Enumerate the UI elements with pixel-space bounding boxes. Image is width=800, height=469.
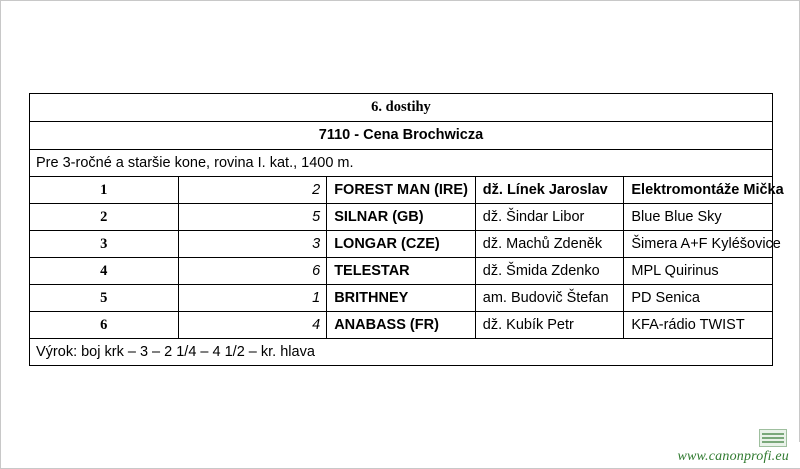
result-jockey: dž. Šmida Zdenko: [475, 258, 624, 285]
footer-bar: [1, 442, 800, 468]
watermark-url: www.canonprofi.eu: [677, 449, 789, 464]
result-place: 6: [30, 312, 179, 339]
result-number: 2: [178, 177, 327, 204]
table-body: [30, 94, 784, 366]
result-place: 1: [30, 177, 179, 204]
result-horse: BRITHNEY: [327, 285, 476, 312]
result-owner: Blue Blue Sky: [624, 204, 773, 231]
result-number: 4: [178, 312, 327, 339]
result-jockey: am. Budovič Štefan: [475, 285, 624, 312]
result-place: 3: [30, 231, 179, 258]
result-place: 4: [30, 258, 179, 285]
result-owner: Šimera A+F Kyléšovice: [624, 231, 773, 258]
table-row: [30, 204, 773, 231]
race-name: 7110 - Cena Brochwicza: [30, 122, 773, 150]
race-row: [30, 122, 773, 150]
result-jockey: dž. Kubík Petr: [475, 312, 624, 339]
result-place: 5: [30, 285, 179, 312]
document-title: 6. dostihy: [30, 94, 773, 122]
result-owner: MPL Quirinus: [624, 258, 773, 285]
result-number: 5: [178, 204, 327, 231]
table-row: [30, 285, 773, 312]
table-row: [30, 312, 773, 339]
result-jockey: dž. Línek Jaroslav: [475, 177, 624, 204]
conditions-row: [30, 150, 773, 177]
table-row: [30, 231, 773, 258]
result-number: 3: [178, 231, 327, 258]
race-verdict: Výrok: boj krk – 3 – 2 1/4 – 4 1/2 – kr. hlava: [30, 339, 773, 366]
result-jockey: dž. Machů Zdeněk: [475, 231, 624, 258]
table-row: [30, 258, 773, 285]
result-owner: Elektromontáže Mička: [624, 177, 773, 204]
result-jockey: dž. Šindar Libor: [475, 204, 624, 231]
result-number: 1: [178, 285, 327, 312]
result-place: 2: [30, 204, 179, 231]
title-row: [30, 94, 773, 122]
race-results-table: [29, 93, 784, 366]
result-horse: SILNAR (GB): [327, 204, 476, 231]
result-horse: ANABASS (FR): [327, 312, 476, 339]
result-owner: KFA-rádio TWIST: [624, 312, 773, 339]
result-horse: LONGAR (CZE): [327, 231, 476, 258]
result-number: 6: [178, 258, 327, 285]
race-conditions: Pre 3-ročné a staršie kone, rovina I. kat., 1400 m.: [30, 150, 773, 177]
verdict-row: [30, 339, 773, 366]
table-row: [30, 177, 773, 204]
result-owner: PD Senica: [624, 285, 773, 312]
result-horse: FOREST MAN (IRE): [327, 177, 476, 204]
result-horse: TELESTAR: [327, 258, 476, 285]
camera-icon: [759, 429, 787, 447]
